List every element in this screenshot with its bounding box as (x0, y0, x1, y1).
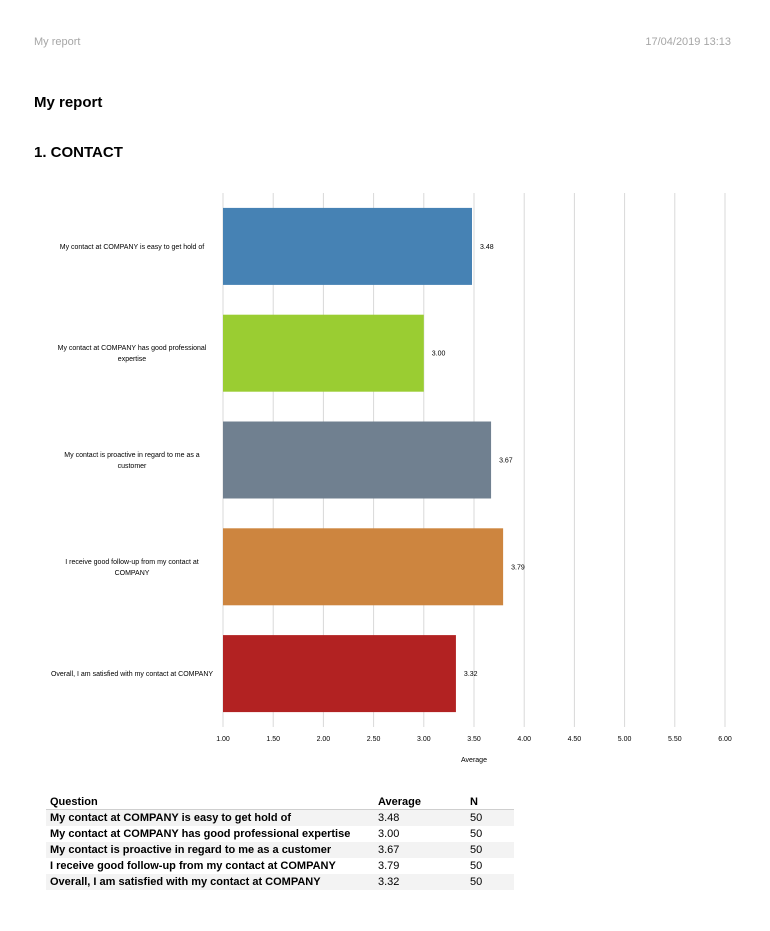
average-cell: 3.32 (374, 874, 466, 890)
question-cell: I receive good follow-up from my contact at COMPANY (50, 860, 336, 872)
n-cell: 50 (466, 874, 514, 890)
category-label: My contact is proactive in regard to me as a customer (64, 452, 200, 470)
x-tick-label: 4.50 (567, 736, 582, 743)
page-title: My report (34, 94, 103, 111)
bar-value-label: 3.79 (511, 564, 525, 572)
question-cell: My contact at COMPANY has good professional expertise (50, 828, 351, 840)
category-label: Overall, I am satisfied with my contact at COMPANY (50, 671, 214, 679)
chart-category-labels (51, 244, 213, 678)
n-cell: 50 (466, 842, 514, 858)
bar-value-label: 3.48 (479, 243, 494, 251)
x-tick-label: 3.00 (416, 736, 431, 743)
bar (223, 315, 424, 392)
chart-bars (223, 208, 503, 712)
question-cell: Overall, I am satisfied with my contact at COMPANY (46, 874, 374, 890)
x-tick-label: 4.00 (517, 736, 532, 743)
table-row (46, 810, 514, 827)
x-tick-label: 2.50 (366, 736, 381, 743)
question-cell: My contact is proactive in regard to me as a customer (46, 842, 374, 858)
x-tick-label: 1.50 (266, 736, 281, 743)
column-header-n: N (466, 795, 514, 810)
bar-value-label: 3.00 (431, 350, 446, 358)
x-tick-label: 5.50 (667, 736, 682, 743)
column-header-question: Question (46, 795, 374, 810)
average-cell: 3.48 (374, 810, 466, 827)
average-cell: 3.79 (378, 860, 400, 872)
n-cell: 50 (470, 860, 483, 872)
header-datetime: 17/04/2019 13:13 (645, 36, 731, 48)
bar-value-label: 3.32 (463, 671, 478, 679)
x-tick-label: 5.00 (617, 736, 632, 743)
question-cell: My contact at COMPANY is easy to get hold of (46, 810, 374, 827)
x-tick-label: 1.00 (216, 736, 230, 743)
column-header-average: Average (374, 795, 466, 810)
bar (223, 635, 456, 712)
x-tick-label: 2.00 (316, 736, 331, 743)
n-cell: 50 (470, 828, 483, 840)
section-heading: 1. CONTACT (34, 144, 123, 161)
header-report-name: My report (34, 36, 81, 48)
x-tick-label: 6.00 (718, 736, 732, 743)
n-cell: 50 (466, 810, 514, 827)
bar (223, 208, 472, 285)
bar (223, 422, 491, 499)
average-cell: 3.67 (374, 842, 466, 858)
bar-value-label: 3.67 (499, 457, 513, 465)
results-table (46, 795, 514, 890)
table-row (46, 874, 514, 890)
bar (223, 528, 503, 605)
category-label: My contact at COMPANY is easy to get hold of (59, 243, 205, 251)
category-label: My contact at COMPANY has good professional expertise (57, 345, 207, 364)
x-tick-label: 3.50 (467, 736, 481, 743)
chart-x-axis-label: Average (461, 757, 487, 764)
table-row (46, 842, 514, 858)
category-label: I receive good follow-up from my contact at COMPANY (65, 558, 199, 577)
table-row (46, 826, 514, 842)
table-header-row (46, 795, 514, 810)
table-row (46, 858, 514, 874)
average-cell: 3.00 (378, 828, 400, 840)
chart-x-ticks (216, 736, 732, 743)
